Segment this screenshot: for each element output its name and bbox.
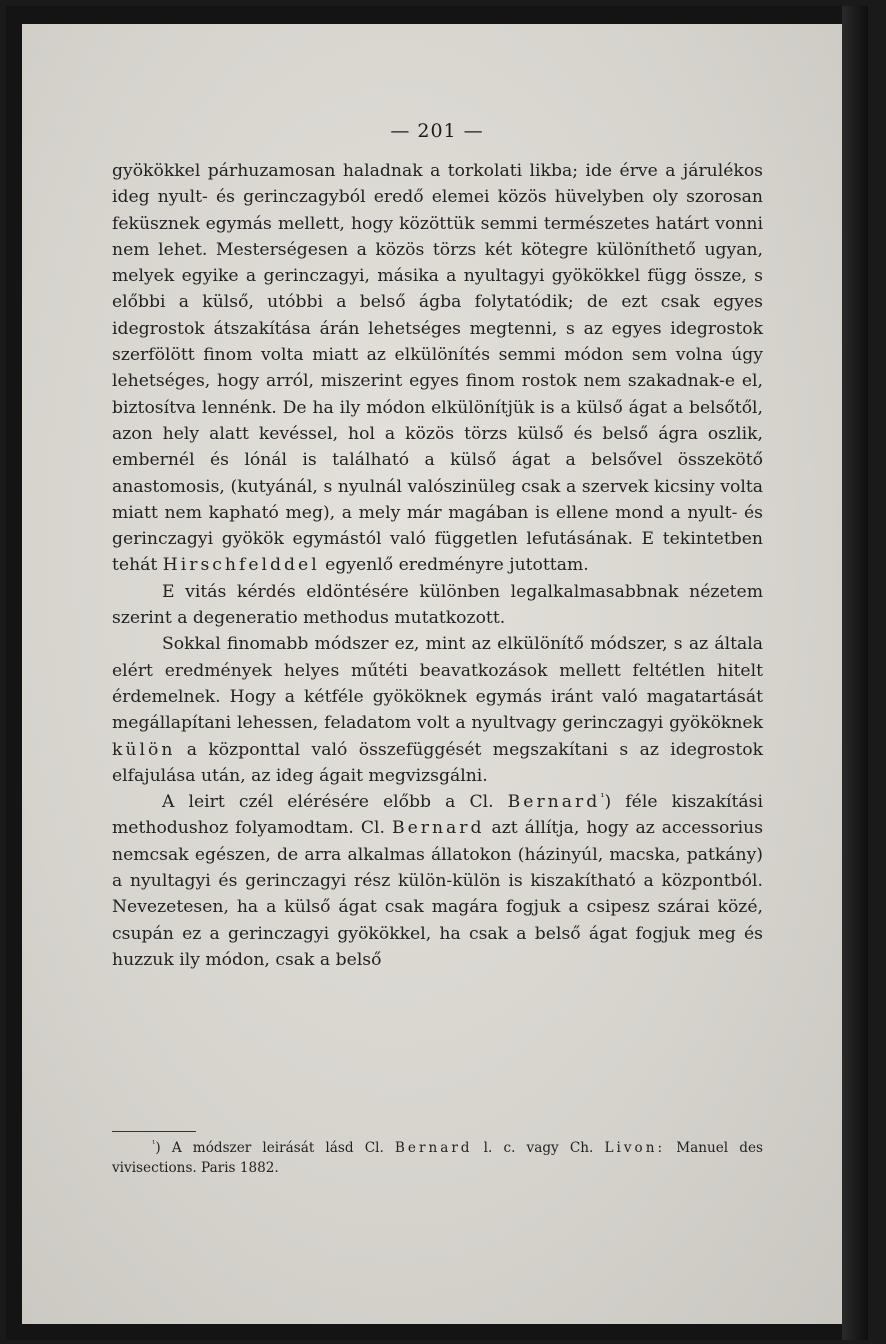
text-run: azt állítja, hogy az accessorius nemcsak egészen, de arra alkalmas állatokon (házinyúl, macska, patkány) a nyultagyi és gerinczagyi rész külön-külön is kiszakítható a központból. Nevezetesen, ha a külső ágat csak magára fogjuk a csipesz szárai közé, csupán ez a gerinczagyi gyökökkel, ha csak a belső ágat fogjuk meg és huzzuk ily módon, csak a belső [112,818,764,970]
spaced-name: Bernard [391,818,485,839]
text-run: Manuel des vivisections. Paris 1882. [112,1140,763,1176]
paragraph [112,579,763,632]
footnote-marker: ¹ [600,790,605,804]
text-run: ) féle kiszakítási methodushoz folyamodtam. Cl. [112,792,763,839]
footnote [112,1138,763,1178]
spaced-name: Bernard [507,792,601,813]
page-number: — 201 — [390,120,484,142]
text-run: egyenlő eredményre jutottam. [319,555,589,576]
text-run: Sokkal finomabb módszer ez, mint az elkülönítő módszer, s az általa elért eredmények helyes műtéti beavatkozások mellett feltétlen hitelt érdemelnek. Hogy a kétféle gyököknek egymás iránt való magatartását megállapítani lehessen, feladatom volt a nyultvagy gerinczagyi gyököknek [112,634,763,734]
text-run: A leirt czél elérésére előbb a Cl. [162,792,508,813]
scanned-page-frame [6,6,868,1340]
text-run: l. c. vagy Ch. [472,1140,605,1156]
paragraph [112,158,763,579]
paragraph [112,631,763,789]
text-run: gyökökkel párhuzamosan haladnak a torkolati likba; ide érve a járulékos ideg nyult- és gerinczagyból eredő elemei közös hüvelyben oly szorosan feküsznek egymás mellett, hogy közöttük semmi természetes határt vonni nem lehet. Mesterségesen a közös törzs két kötegre különíthető ugyan, melyek egyike a gerinczagyi, másika a nyultagyi gyökökkel függ össze, s előbbi a külső, utóbbi a belső ágba folytatódik; de ezt csak egyes idegrostok átszakítása árán lehetséges megtenni, s az egyes idegrostok szerfölött finom volta miatt az elkülönítés semmi módon sem volna úgy lehetséges, hogy arról, miszerint egyes finom rostok nem szakadnak-e el, biztosítva lennénk. De ha ily módon elkülönítjük is a külső ágat a belsőtől, azon hely alatt kevéssel, hol a közös törzs külső és belső ágra oszlik, embernél és lónál is található a külső ágat a belsővel összekötő anastomosis, (kutyánál, s nyulnál valószinüleg csak a szervek kicsiny volta miatt nem kapható meg), a mely már magában is ellene mond a nyult- és gerinczagyi gyökök egymástól való független lefutásának. E tekintetben tehát [112,161,763,576]
body-text [112,158,763,973]
spaced-name: külön [112,739,176,760]
footnote-divider [112,1131,196,1132]
footnote-marker: ¹ [152,1138,156,1149]
paragraph [112,789,763,973]
spaced-name: Livon: [604,1140,666,1156]
book-page [22,24,852,1324]
text-run: E vitás kérdés eldöntésére különben legalkalmasabbnak nézetem szerint a degeneratio methodus mutatkozott. [112,581,763,629]
text-run: ) A módszer leirását lásd Cl. [155,1140,395,1156]
spaced-name: Hirschfelddel [162,555,320,576]
footnotes [112,1138,763,1178]
book-spine-edge [842,6,868,1340]
text-run: a központtal való összefüggését megszakítani s az idegrostok elfajulása után, az ideg ágait megvizsgálni. [112,739,763,786]
spaced-name: Bernard [394,1140,473,1156]
